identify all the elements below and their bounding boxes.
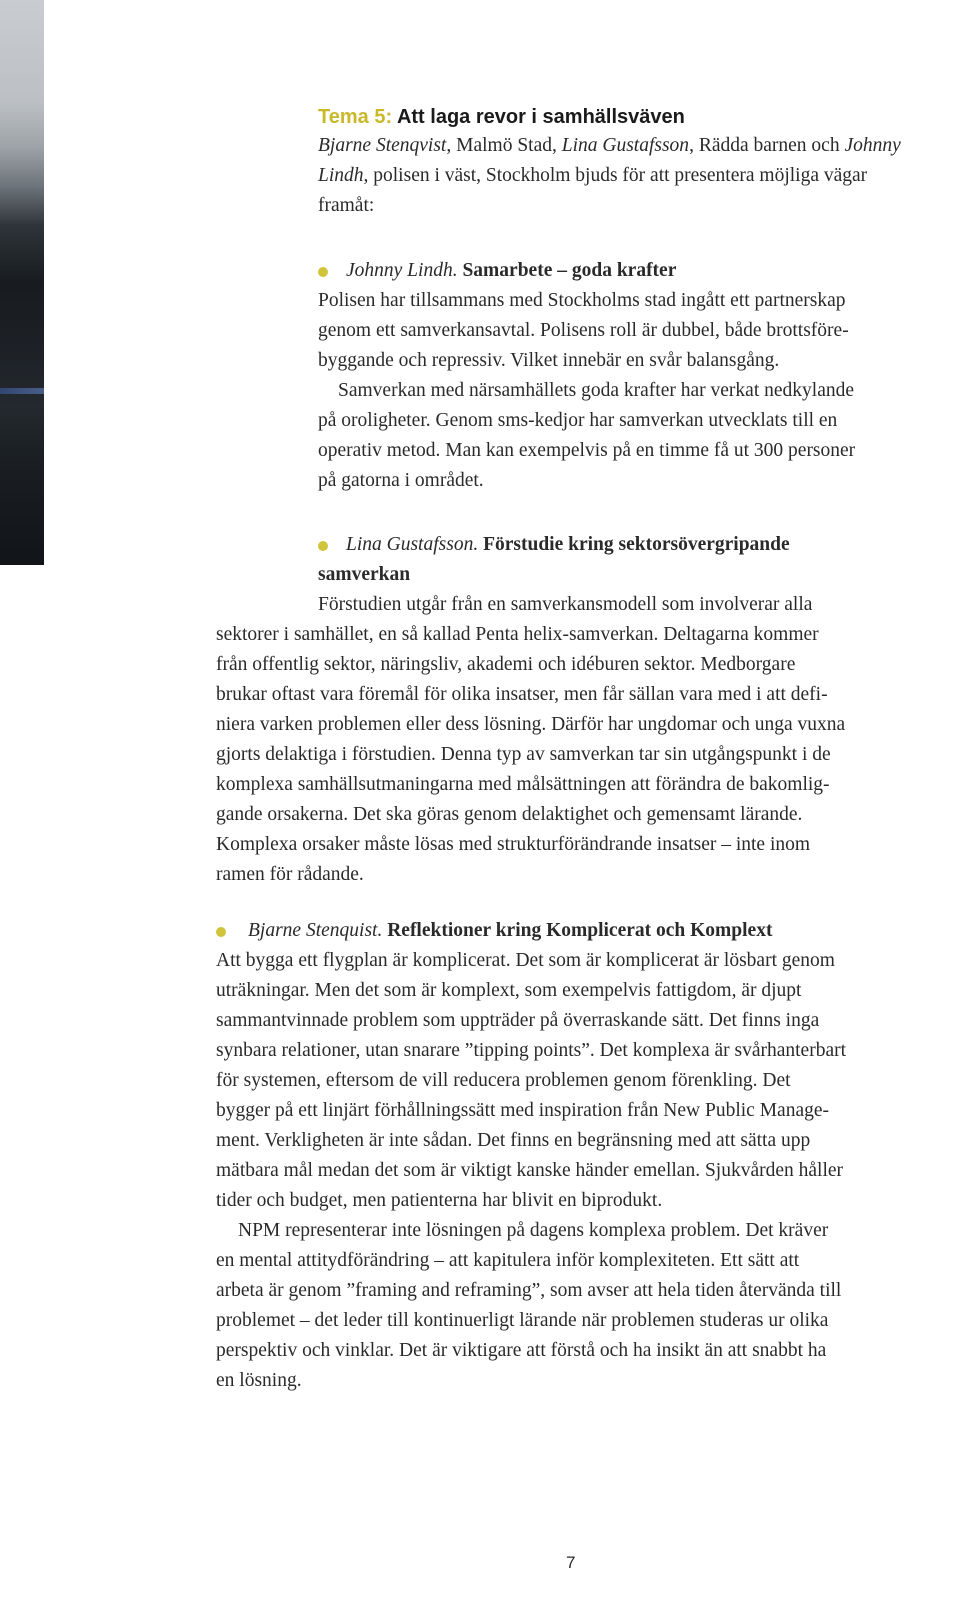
section-3-heading (248, 916, 772, 946)
section-3-line: för systemen, eftersom de vill reducera problemen genom förenkling. Det (216, 1070, 791, 1091)
section-2-line: niera varken problemen eller dess lösning. Därför har ungdomar och unga vuxna (216, 714, 846, 735)
section-3-line: Att bygga ett flygplan är komplicerat. Det som är komplicerat är lösbart genom (216, 950, 835, 971)
section-heading: Reflektioner kring Komplicerat och Komplext (387, 920, 773, 941)
section-3-line: synbara relationer, utan snarare ”tipping points”. Det komplexa är svårhanterbart (216, 1040, 847, 1061)
section-1-line: genom ett samverkansavtal. Polisens roll är dubbel, både brottsföre- (318, 320, 849, 341)
section-2-heading (346, 530, 790, 560)
section-3-line: bygger på ett linjärt förhållningssätt med inspiration från New Public Manage- (216, 1100, 830, 1121)
bullet-icon (318, 541, 328, 551)
section-1-line: Samverkan med närsamhällets goda krafter har verkat nedkylande (338, 380, 854, 401)
theme-label: Tema 5: (318, 106, 393, 128)
section-3-line: tider och budget, men patienterna har blivit en biprodukt. (216, 1190, 663, 1211)
section-2-line: gande orsakerna. Det ska göras genom delaktighet och gemensamt lärande. (216, 804, 803, 825)
section-heading: Samarbete – goda krafter (462, 260, 677, 281)
section-1-line: operativ metod. Man kan exempelvis på en timme få ut 300 personer (318, 440, 856, 461)
theme-title (318, 106, 685, 129)
section-3-line: ment. Verkligheten är inte sådan. Det finns en begränsning med att sätta upp (216, 1130, 811, 1151)
section-2-line: ramen för rådande. (216, 864, 364, 885)
section-3-line: problemet – det leder till kontinuerligt lärande när problemen studeras ur olika (216, 1310, 829, 1331)
speaker-name: Bjarne Stenquist. (248, 920, 383, 941)
section-2-line: från offentlig sektor, näringsliv, akademi och idéburen sektor. Medborgare (216, 654, 796, 675)
photo-edge (0, 0, 44, 565)
section-2-heading-cont: samverkan (318, 564, 411, 585)
section-3-line: mätbara mål medan det som är viktigt kanske händer emellan. Sjukvården håller (216, 1160, 844, 1181)
speaker-name: Lina Gustafsson (561, 135, 690, 156)
speaker-name: Lina Gustafsson. (346, 534, 479, 555)
intro-text: , Malmö Stad, (446, 135, 562, 156)
section-1-line: byggande och repressiv. Vilket innebär en svår balansgång. (318, 350, 780, 371)
section-2-line: komplexa samhällsutmaningarna med målsättningen att förändra de bakomlig- (216, 774, 830, 795)
bullet-icon (318, 267, 328, 277)
section-2-line: Komplexa orsaker måste lösas med strukturförändrande insatser – inte inom (216, 834, 811, 855)
section-2-line: Förstudien utgår från en samverkansmodell som involverar alla (318, 594, 813, 615)
section-1-line: på gatorna i området. (318, 470, 484, 491)
section-3-line: en mental attitydförändring – att kapitulera inför komplexiteten. Ett sätt att (216, 1250, 800, 1271)
section-3-line: sammantvinnade problem som uppträder på överraskande sätt. Det finns inga (216, 1010, 820, 1031)
section-heading: Förstudie kring sektorsövergripande (483, 534, 790, 555)
section-1-line: Polisen har tillsammans med Stockholms stad ingått ett partnerskap (318, 290, 846, 311)
section-3-line: NPM representerar inte lösningen på dagens komplexa problem. Det kräver (238, 1220, 829, 1241)
section-1-heading (346, 256, 676, 286)
speaker-name: Bjarne Stenqvist (318, 135, 447, 156)
section-3-line: uträkningar. Men det som är komplext, som exempelvis fattigdom, är djupt (216, 980, 802, 1001)
section-3-line: arbeta är genom ”framing and reframing”, som avser att hela tiden återvända till (216, 1280, 842, 1301)
intro-text: , polisen i väst, Stockholm bjuds för att presentera möjliga vägar (363, 165, 868, 186)
section-2-line: brukar oftast vara föremål för olika insatser, men får sällan vara med i att defi- (216, 684, 828, 705)
theme-heading: Att laga revor i samhällsväven (396, 106, 685, 128)
section-2-line: gjorts delaktiga i förstudien. Denna typ av samverkan tar sin utgångspunkt i de (216, 744, 831, 765)
intro-text: , Rädda barnen och (689, 135, 845, 156)
section-1-line: på oroligheter. Genom sms-kedjor har samverkan utvecklats till en (318, 410, 838, 431)
intro-line-3: framåt: (318, 195, 375, 216)
bullet-icon (216, 927, 226, 937)
page-number: 7 (566, 1553, 576, 1572)
speaker-name: Johnny (844, 135, 901, 156)
intro-line-1 (318, 131, 901, 161)
intro-line-2 (318, 161, 867, 191)
speaker-name: Johnny Lindh. (346, 260, 458, 281)
section-2-line: sektorer i samhället, en så kallad Penta helix-samverkan. Deltagarna kommer (216, 624, 819, 645)
section-3-line: en lösning. (216, 1370, 302, 1391)
photo-light-streak (0, 388, 44, 394)
speaker-name: Lindh (318, 165, 364, 186)
section-3-line: perspektiv och vinklar. Det är viktigare att förstå och ha insikt än att snabbt ha (216, 1340, 827, 1361)
